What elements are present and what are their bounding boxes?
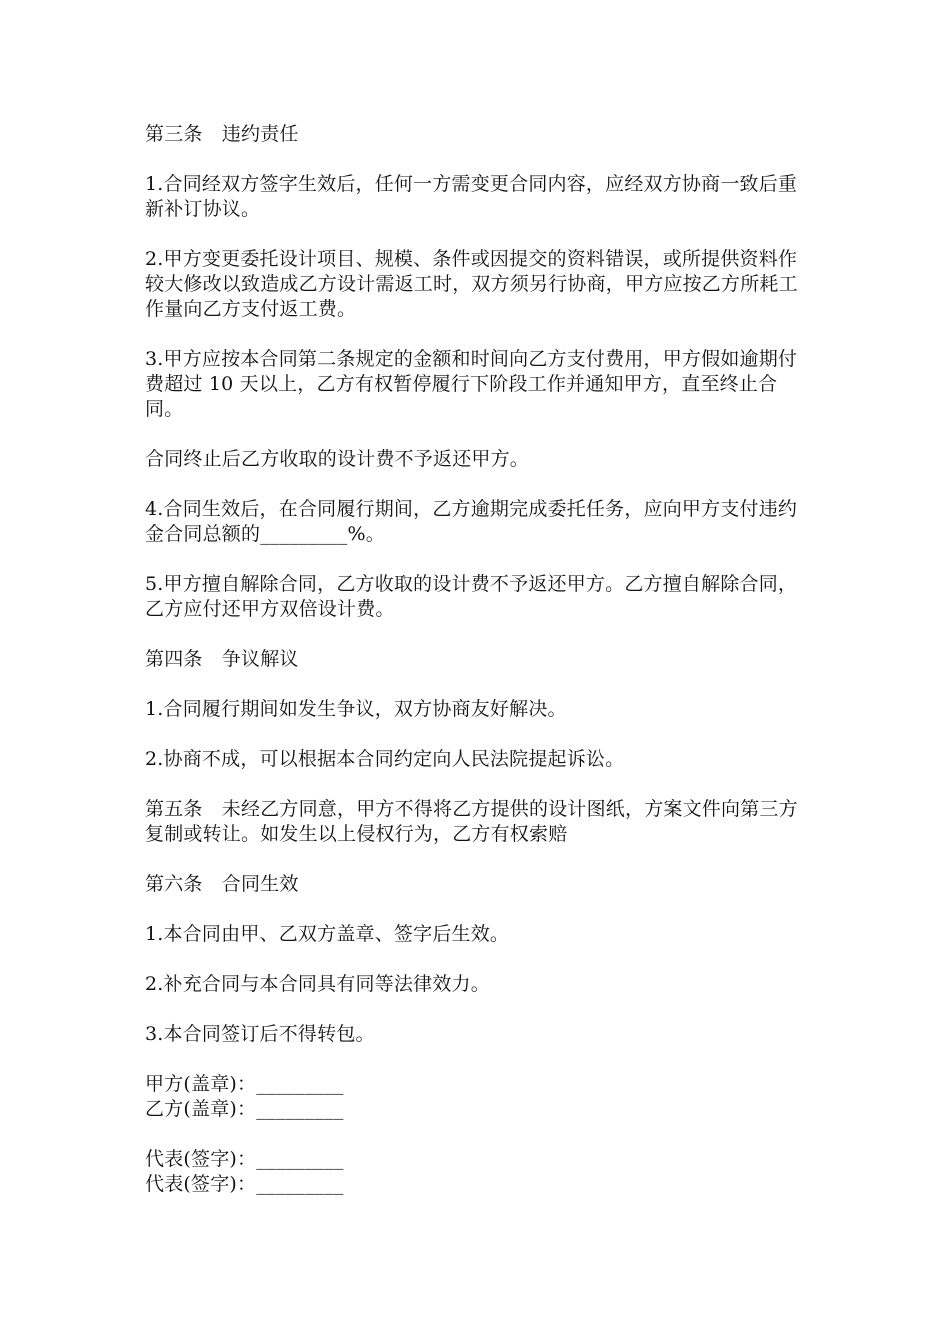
article-3-item-2: 2.甲方变更委托设计项目、规模、条件或因提交的资料错误，或所提供资料作较大修改以致造成乙方设计需返工时，双方须另行协商，甲方应按乙方所耗工作量向乙方支付返工费。: [145, 248, 798, 320]
signature-block-seals: [145, 1072, 813, 1122]
representative-signature-line-2: 代表(签字)：_________: [145, 1173, 344, 1195]
party-a-seal-line: 甲方(盖章)：_________: [145, 1073, 344, 1095]
article-3-termination-note: 合同终止后乙方收取的设计费不予返还甲方。: [145, 448, 530, 470]
article-3-heading: 第三条 违约责任: [145, 123, 299, 145]
article-6-item-2: 2.补充合同与本合同具有同等法律效力。: [145, 973, 490, 995]
article-4-item-1: 1.合同履行期间如发生争议，双方协商友好解决。: [145, 698, 567, 720]
article-5-text: 第五条 未经乙方同意，甲方不得将乙方提供的设计图纸，方案文件向第三方复制或转让。如发生以上侵权行为，乙方有权索赔: [145, 798, 798, 845]
article-6-item-3: 3.本合同签订后不得转包。: [145, 1023, 375, 1045]
article-4-item-2: 2.协商不成，可以根据本合同约定向人民法院提起诉讼。: [145, 748, 625, 770]
article-4-heading: 第四条 争议解议: [145, 648, 299, 670]
article-3-item-4: 4.合同生效后，在合同履行期间，乙方逾期完成委托任务，应向甲方支付违约金合同总额的_________%。: [145, 498, 798, 545]
article-3-item-1: 1.合同经双方签字生效后，任何一方需变更合同内容，应经双方协商一致后重新补订协议。: [145, 173, 798, 220]
article-6-item-1: 1.本合同由甲、乙双方盖章、签字后生效。: [145, 923, 510, 945]
article-3-item-3: 3.甲方应按本合同第二条规定的金额和时间向乙方支付费用，甲方假如逾期付费超过 10 天以上，乙方有权暂停履行下阶段工作并通知甲方，直至终止合同。: [145, 348, 798, 420]
article-3-item-5: 5.甲方擅自解除合同，乙方收取的设计费不予返还甲方。乙方擅自解除合同，乙方应付还甲方双倍设计费。: [145, 573, 798, 620]
document-body: [145, 122, 813, 1197]
party-b-seal-line: 乙方(盖章)：_________: [145, 1098, 344, 1120]
article-6-heading: 第六条 合同生效: [145, 873, 299, 895]
representative-signature-line-1: 代表(签字)：_________: [145, 1148, 344, 1170]
signature-block-representatives: [145, 1147, 813, 1197]
